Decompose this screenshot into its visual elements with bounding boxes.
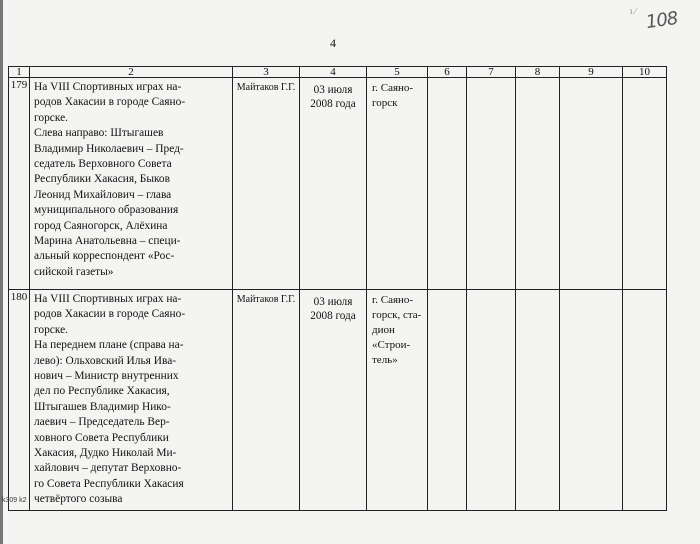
col-header: 7 xyxy=(467,67,516,78)
empty-cell xyxy=(467,290,516,511)
col-header: 1 xyxy=(9,67,30,78)
col-header: 8 xyxy=(516,67,560,78)
handwritten-page-number: 108 xyxy=(644,7,679,34)
col-header: 2 xyxy=(30,67,233,78)
empty-cell xyxy=(428,290,467,511)
empty-cell xyxy=(467,78,516,290)
catalog-table xyxy=(8,66,667,511)
empty-cell xyxy=(623,290,667,511)
item-number: 179 xyxy=(9,78,30,290)
empty-cell xyxy=(560,78,623,290)
col-header: 3 xyxy=(233,67,300,78)
column-number-row xyxy=(9,67,667,78)
page-number: 4 xyxy=(330,36,336,50)
photo-author: Майтаков Г.Г. xyxy=(233,290,300,511)
table-row xyxy=(9,290,667,511)
col-header: 6 xyxy=(428,67,467,78)
col-header: 5 xyxy=(367,67,428,78)
footer-code: k309 k2 xyxy=(2,497,27,504)
photo-description: На VIII Спортивных играх на- родов Хакасии в городе Саяно- горске. Слева направо: Штыгашев Владимир Николаевич – Пред- седатель Верховного Совета Республики Хакасия, Быков Леонид Михайлович – глава муниципального образования город Саяногорск, Алёхина Марина Анатольевна – специ- альный корреспондент «Рос- сийской газеты» xyxy=(30,78,233,290)
col-header: 10 xyxy=(623,67,667,78)
photo-date: 03 июля 2008 года xyxy=(300,290,367,511)
col-header: 4 xyxy=(300,67,367,78)
pencil-mark: ı ⁄ xyxy=(630,6,637,16)
item-number: 180 xyxy=(9,290,30,511)
col-header: 9 xyxy=(560,67,623,78)
empty-cell xyxy=(428,78,467,290)
scan-edge xyxy=(0,0,3,544)
photo-author: Майтаков Г.Г. xyxy=(233,78,300,290)
empty-cell xyxy=(516,78,560,290)
photo-place: г. Саяно- горск xyxy=(367,78,428,290)
photo-description: На VIII Спортивных играх на- родов Хакасии в городе Саяно- горске. На переднем плане (справа на- лево): Ольховский Илья Ива- нович – Министр внутренних дел по Республике Хакасия, Штыгашев Владимир Нико- лаевич – Председатель Вер- ховного Совета Республики Хакасия, Дудко Николай Ми- хайлович – депутат Верховно- го Совета Республики Хакасия четвёртого созыва xyxy=(30,290,233,511)
photo-place: г. Саяно- горск, ста- дион «Строи- тель» xyxy=(367,290,428,511)
empty-cell xyxy=(623,78,667,290)
photo-date: 03 июля 2008 года xyxy=(300,78,367,290)
table-row xyxy=(9,78,667,290)
empty-cell xyxy=(516,290,560,511)
empty-cell xyxy=(560,290,623,511)
